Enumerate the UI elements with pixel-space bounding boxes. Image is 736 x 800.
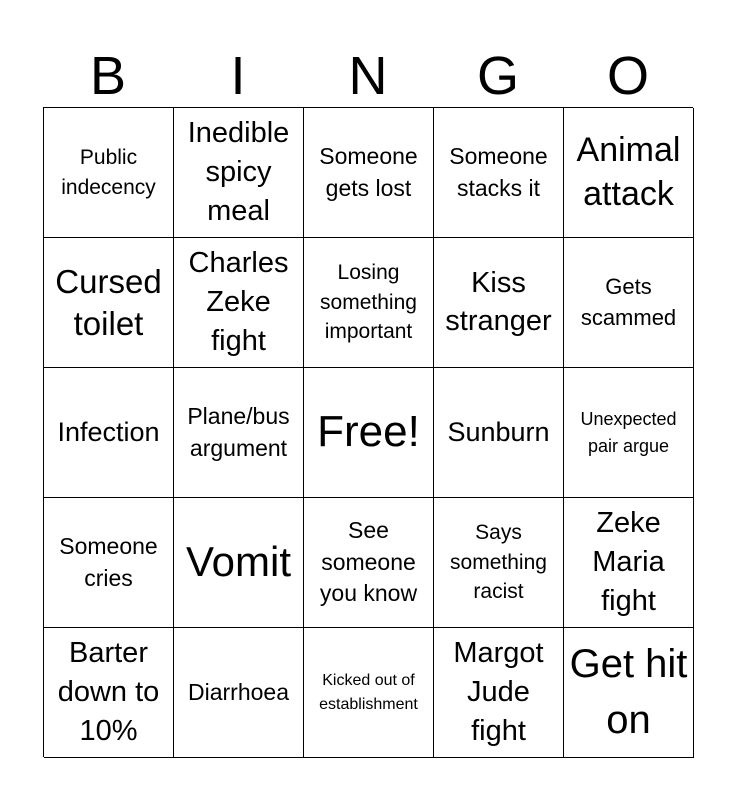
bingo-cell-r4c4[interactable] bbox=[434, 498, 564, 628]
cell-text: Get hit on bbox=[569, 642, 688, 742]
bingo-cell-r3c4[interactable] bbox=[434, 368, 564, 498]
bingo-cell-r5c5[interactable] bbox=[564, 628, 694, 758]
header-letter-n: N bbox=[348, 46, 388, 106]
bingo-cell-r1c4[interactable] bbox=[434, 108, 564, 238]
bingo-cell-r1c5[interactable] bbox=[564, 108, 694, 238]
bingo-cell-r3c2[interactable] bbox=[174, 368, 304, 498]
bingo-board bbox=[43, 107, 693, 757]
cell-text: Zeke Maria fight bbox=[592, 507, 665, 617]
bingo-cell-r4c3[interactable] bbox=[304, 498, 434, 628]
header-letter-b: B bbox=[89, 46, 127, 106]
cell-text: Vomit bbox=[185, 538, 292, 586]
cell-text: Losing something important bbox=[320, 260, 417, 344]
bingo-cell-r1c2[interactable] bbox=[174, 108, 304, 238]
bingo-cell-free-space[interactable] bbox=[304, 368, 434, 498]
bingo-cell-r3c1[interactable] bbox=[44, 368, 174, 498]
cell-text: Infection bbox=[57, 416, 160, 447]
bingo-cell-r2c2[interactable] bbox=[174, 238, 304, 368]
cell-text: Barter down to 10% bbox=[57, 637, 160, 747]
bingo-cell-r2c4[interactable] bbox=[434, 238, 564, 368]
cell-text: Inedible spicy meal bbox=[187, 117, 290, 227]
bingo-cell-r5c2[interactable] bbox=[174, 628, 304, 758]
bingo-cell-r1c1[interactable] bbox=[44, 108, 174, 238]
header-letter-g: G bbox=[476, 46, 519, 106]
cell-text: Someone stacks it bbox=[449, 143, 548, 201]
cell-text: Margot Jude fight bbox=[453, 637, 544, 747]
free-space-text: Free! bbox=[317, 407, 420, 457]
header-letter-o: O bbox=[606, 46, 649, 106]
bingo-cell-r2c1[interactable] bbox=[44, 238, 174, 368]
bingo-cell-r2c5[interactable] bbox=[564, 238, 694, 368]
cell-text: Sunburn bbox=[447, 416, 550, 447]
bingo-cell-r4c1[interactable] bbox=[44, 498, 174, 628]
bingo-cell-r4c5[interactable] bbox=[564, 498, 694, 628]
bingo-cell-r5c4[interactable] bbox=[434, 628, 564, 758]
cell-text: Plane/bus argument bbox=[187, 403, 290, 461]
cell-text: Animal attack bbox=[576, 130, 681, 213]
bingo-cell-r1c3[interactable] bbox=[304, 108, 434, 238]
bingo-cell-r2c3[interactable] bbox=[304, 238, 434, 368]
bingo-cell-r4c2[interactable] bbox=[174, 498, 304, 628]
bingo-cell-r3c5[interactable] bbox=[564, 368, 694, 498]
cell-text: Says something racist bbox=[450, 520, 547, 604]
cell-text: Someone cries bbox=[59, 532, 158, 591]
cell-text: Someone gets lost bbox=[319, 143, 418, 201]
cell-text: Kicked out of establishment bbox=[319, 672, 418, 713]
cell-text: Diarrhoea bbox=[188, 678, 289, 705]
cell-text: Gets scammed bbox=[580, 273, 677, 330]
cell-text: Public indecency bbox=[61, 146, 156, 199]
bingo-cell-r5c1[interactable] bbox=[44, 628, 174, 758]
cell-text: See someone you know bbox=[319, 516, 418, 607]
bingo-cell-r5c3[interactable] bbox=[304, 628, 434, 758]
cell-text: Cursed toilet bbox=[55, 262, 162, 342]
cell-text: Kiss stranger bbox=[445, 267, 552, 337]
cell-text: Unexpected pair argue bbox=[580, 409, 677, 456]
bingo-header bbox=[43, 44, 693, 108]
cell-text: Charles Zeke fight bbox=[188, 247, 289, 357]
header-letter-i: I bbox=[230, 46, 246, 106]
